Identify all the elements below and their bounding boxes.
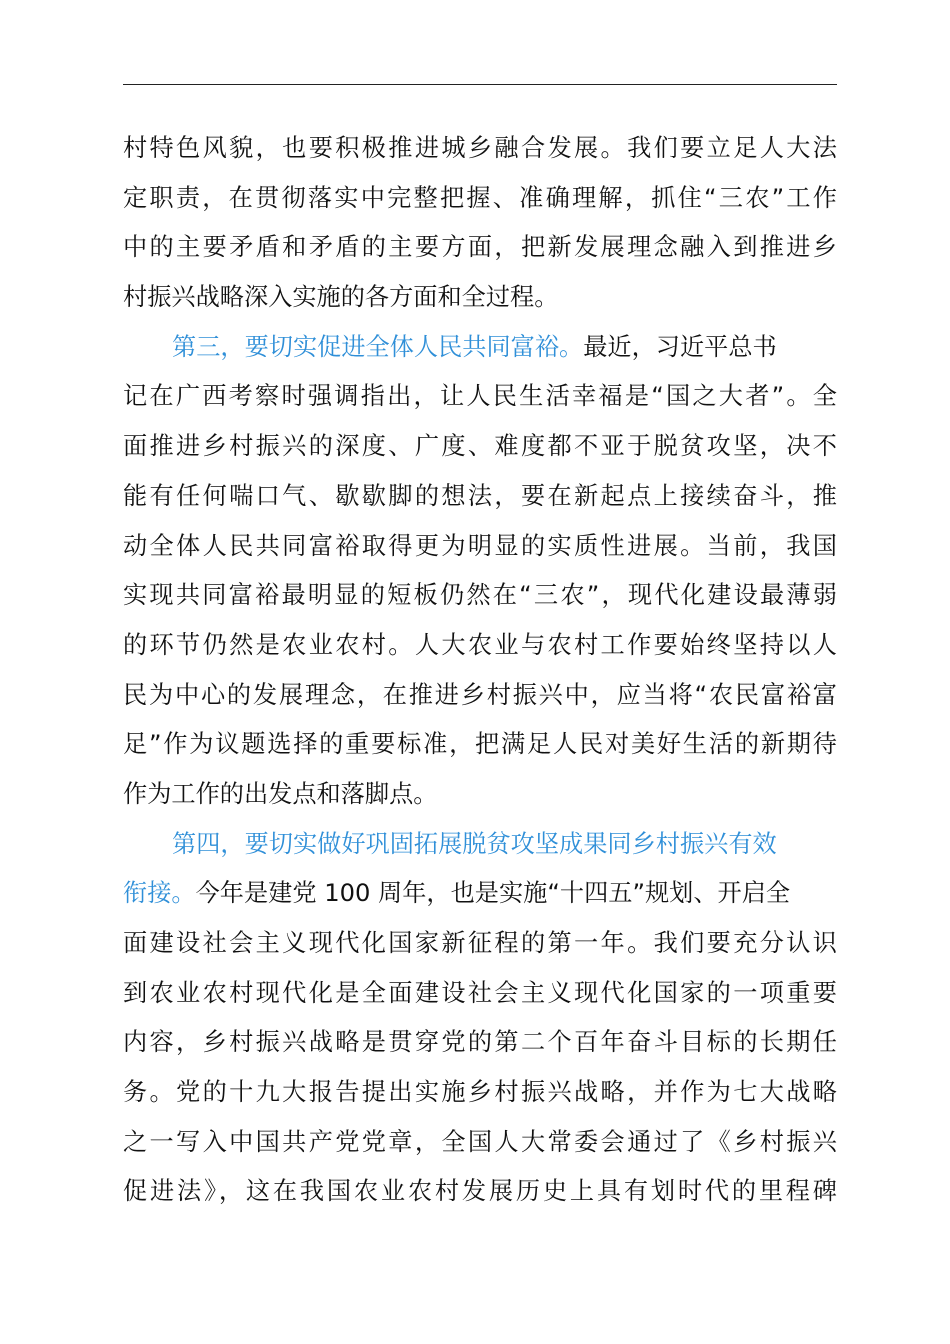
text-line: 村振兴战略深入实施的各方面和全过程。 xyxy=(123,283,559,312)
text-line: 中的主要矛盾和矛盾的主要方面，把新发展理念融入到推进乡 xyxy=(123,233,837,262)
section-heading-4: 第四，要切实做好巩固拓展脱贫攻坚成果同乡村振兴有效 xyxy=(172,829,777,858)
text-line: 促进法》，这在我国农业农村发展历史上具有划时代的里程碑 xyxy=(123,1177,837,1206)
section-heading-3: 第三，要切实促进全体人民共同富裕。 xyxy=(172,332,584,361)
paragraph-1 xyxy=(123,128,837,327)
text-line: 能有任何喘口气、歇歇脚的想法，要在新起点上接续奋斗，推 xyxy=(123,481,837,510)
text-span: 今年是建党 100 周年，也是实施“十四五”规划、开启全 xyxy=(195,879,791,908)
text-line: 面建设社会主义现代化国家新征程的第一年。我们要充分认识 xyxy=(123,929,837,957)
text-line xyxy=(123,873,837,923)
text-line xyxy=(123,327,837,377)
text-line: 动全体人民共同富裕取得更为明显的实质性进展。当前，我国 xyxy=(123,531,837,560)
text-line: 的环节仍然是农业农村。人大农业与农村工作要始终坚持以人 xyxy=(123,630,837,659)
text-line: 足”作为议题选择的重要标准，把满足人民对美好生活的新期待 xyxy=(123,730,837,759)
text-line: 务。党的十九大报告提出实施乡村振兴战略，并作为七大战略 xyxy=(123,1078,837,1107)
paragraph-3 xyxy=(123,824,837,1222)
header-rule xyxy=(123,84,837,85)
text-line: 内容，乡村振兴战略是贯穿党的第二个百年奋斗目标的长期任 xyxy=(123,1028,837,1057)
text-line: 记在广西考察时强调指出，让人民生活幸福是“国之大者”。全 xyxy=(123,382,837,411)
text-line: 村特色风貌，也要积极推进城乡融合发展。我们要立足人大法 xyxy=(123,134,837,162)
text-line: 作为工作的出发点和落脚点。 xyxy=(123,779,438,808)
text-line: 实现共同富裕最明显的短板仍然在“三农”，现代化建设最薄弱 xyxy=(123,581,837,610)
text-line: 到农业农村现代化是全面建设社会主义现代化国家的一项重要 xyxy=(123,978,837,1007)
text-line: 定职责，在贯彻落实中完整把握、准确理解，抓住“三农”工作 xyxy=(123,183,837,212)
text-line: 之一写入中国共产党党章，全国人大常委会通过了《乡村振兴 xyxy=(123,1127,837,1156)
section-heading-4-end: 衔接。 xyxy=(123,879,196,908)
document-body xyxy=(123,128,837,1221)
paragraph-2 xyxy=(123,327,837,824)
text-line: 面推进乡村振兴的深度、广度、难度都不亚于脱贫攻坚，决不 xyxy=(123,432,837,461)
text-line: 民为中心的发展理念，在推进乡村振兴中，应当将“农民富裕富 xyxy=(123,680,837,709)
text-span: 最近，习近平总书 xyxy=(583,332,777,361)
